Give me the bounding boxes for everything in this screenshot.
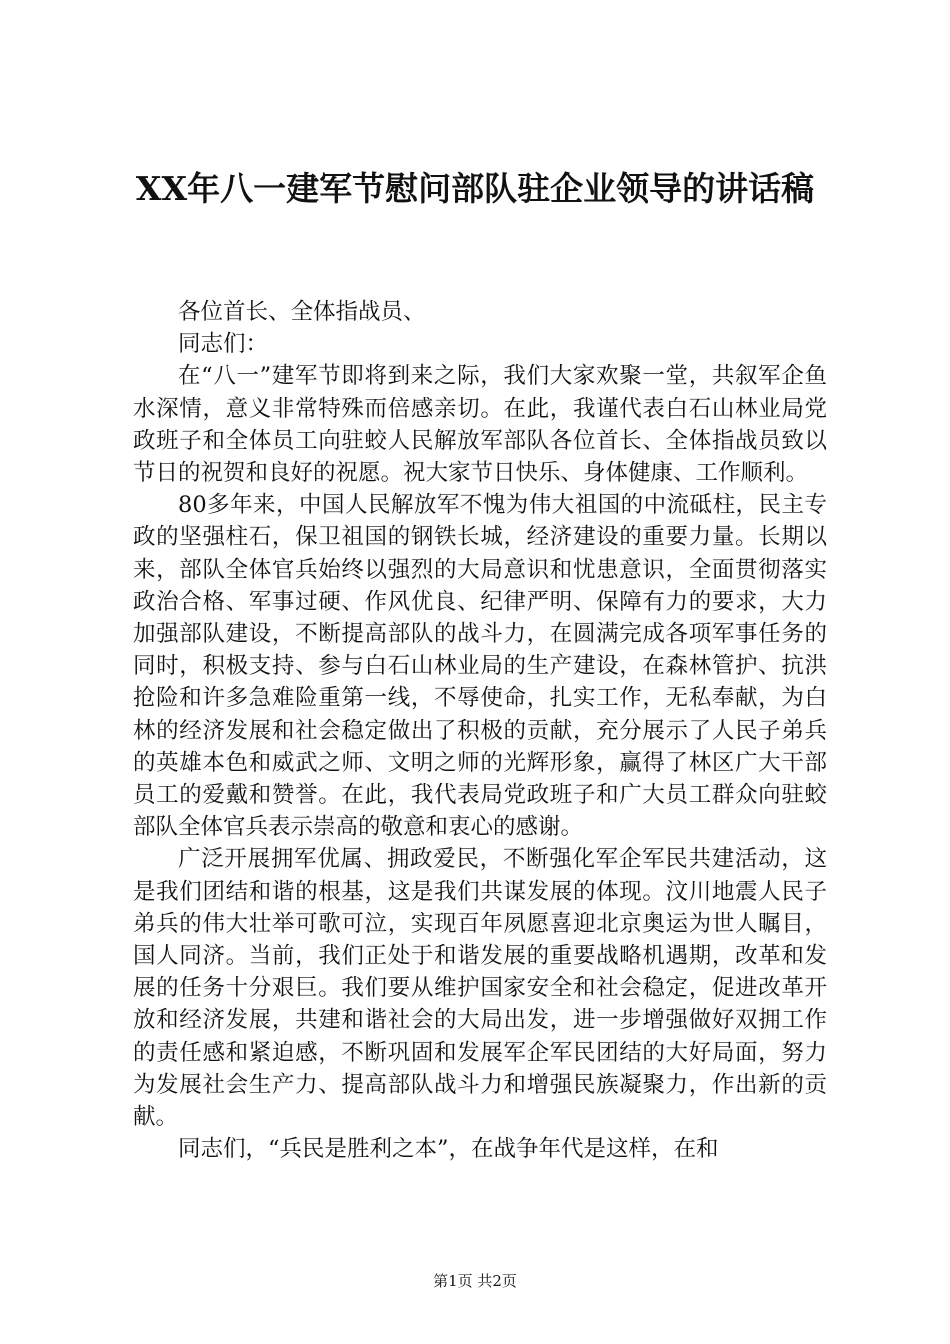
body-paragraph: 同志们，“兵民是胜利之本”，在战争年代是这样，在和: [178, 1136, 719, 1163]
salutation-line: 同志们：: [178, 331, 269, 358]
body-paragraph: 广泛开展拥军优属、拥政爱民，不断强化军企军民共建活动，这是我们团结和谐的根基，这是我们共谋发展的体现。汶川地震人民子弟兵的伟大壮举可歌可泣，实现百年夙愿喜迎北京奥运为世人瞩目，国人同济。当前，我们正处于和谐发展的重要战略机遇期，改革和发展的任务十分艰巨。我们要从维护国家安全和社会稳定，促进改革开放和经济发展，共建和谐社会的大局出发，进一步增强做好双拥工作的责任感和紧迫感，不断巩固和发展军企军民团结的大好局面，努力为发展社会生产力、提高部队战斗力和增强民族凝聚力，作出新的贡献。: [133, 846, 827, 1131]
salutation-line: 各位首长、全体指战员、: [178, 299, 426, 325]
body-paragraph: 在“八一”建军节即将到来之际，我们大家欢聚一堂，共叙军企鱼水深情，意义非常特殊而倍感亲切。在此，我谨代表白石山林业局党政班子和全体员工向驻蛟人民解放军部队各位首长、全体指战员致以节日的祝贺和良好的祝愿。祝大家节日快乐、身体健康、工作顺利。: [133, 363, 827, 487]
document-body: [133, 296, 827, 1165]
body-paragraph: 80多年来，中国人民解放军不愧为伟大祖国的中流砥柱，民主专政的坚强柱石，保卫祖国的钢铁长城，经济建设的重要力量。长期以来，部队全体官兵始终以强烈的大局意识和忧患意识，全面贯彻落实政治合格、军事过硬、作风优良、纪律严明、保障有力的要求，大力加强部队建设，不断提高部队的战斗力，在圆满完成各项军事任务的同时，积极支持、参与白石山林业局的生产建设，在森林管护、抗洪抢险和许多急难险重第一线，不辱使命，扎实工作，无私奉献，为白林的经济发展和社会稳定做出了积极的贡献，充分展示了人民子弟兵的英雄本色和威武之师、文明之师的光辉形象，赢得了林区广大干部员工的爱戴和赞誉。在此，我代表局党政班子和广大员工群众向驻蛟部队全体官兵表示崇高的敬意和衷心的感谢。: [133, 492, 827, 841]
document-title: XX年八一建军节慰问部队驻企业领导的讲话稿: [135, 169, 815, 208]
page-number: 第1页 共2页: [433, 1272, 517, 1290]
page-footer: [0, 1271, 950, 1291]
